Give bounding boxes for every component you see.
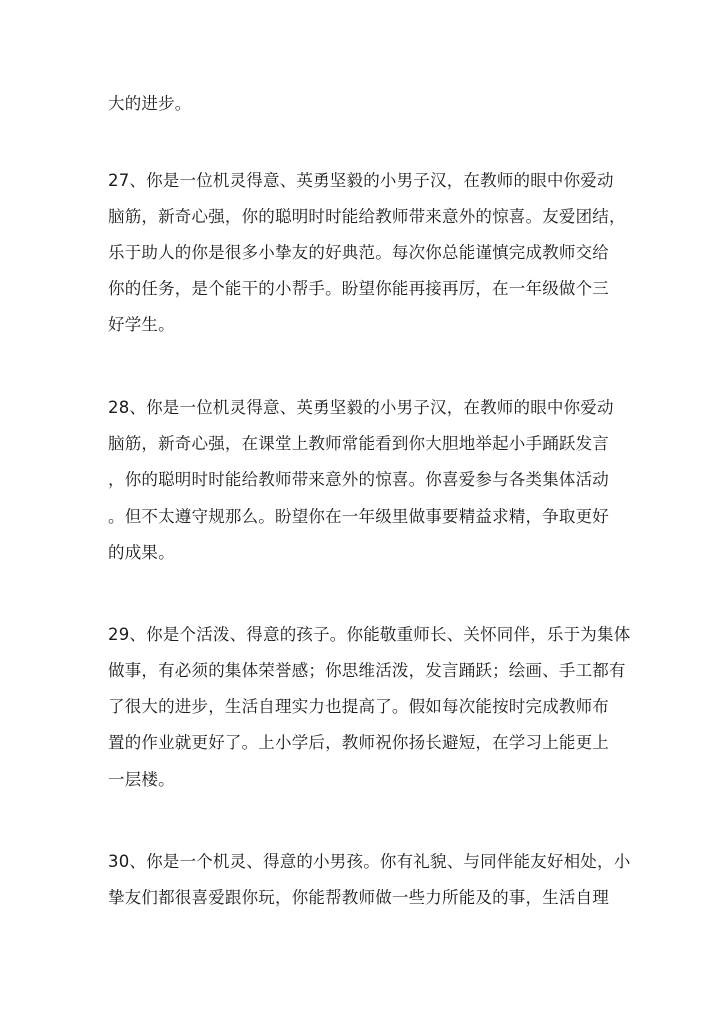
text-line: 挚友们都很喜爱跟你玩，你能帮教师做一些力所能及的事，生活自理 — [108, 888, 609, 907]
text-line: 脑筋，新奇心强，你的聪明时时能给教师带来意外的惊喜。友爱团结， — [108, 207, 626, 226]
text-line: 大的进步。 — [108, 94, 192, 113]
text-line: 置的作业就更好了。上小学后，教师祝你扬长避短，在学习上能更上 — [108, 733, 609, 752]
text-line: ，你的聪明时时能给教师带来意外的惊喜。你喜爱参与各类集体活动 — [108, 470, 609, 489]
text-line: 29、你是个活泼、得意的孩子。你能敬重师长、关怀同伴，乐于为集体 — [108, 625, 631, 644]
text-line: 做事，有必须的集体荣誉感；你思维活泼，发言踊跃；绘画、手工都有 — [108, 661, 626, 680]
text-line: 。但不太遵守规那么。盼望你在一年级里做事要精益求精，争取更好 — [108, 507, 609, 526]
text-line: 一层楼。 — [108, 770, 175, 789]
text-line: 好学生。 — [108, 315, 175, 334]
text-line: 乐于助人的你是很多小挚友的好典范。每次你总能谨慎完成教师交给 — [108, 243, 609, 262]
text-line: 的成果。 — [108, 543, 175, 562]
text-line: 30、你是一个机灵、得意的小男孩。你有礼貌、与同伴能友好相处，小 — [108, 852, 631, 871]
text-line: 你的任务，是个能干的小帮手。盼望你能再接再厉，在一年级做个三 — [108, 279, 609, 298]
text-line: 28、你是一位机灵得意、英勇坚毅的小男子汉，在教师的眼中你爱动 — [108, 398, 614, 417]
text-line: 脑筋，新奇心强，在课堂上教师常能看到你大胆地举起小手踊跃发言 — [108, 434, 609, 453]
text-line: 27、你是一位机灵得意、英勇坚毅的小男子汉，在教师的眼中你爱动 — [108, 171, 614, 190]
text-line: 了很大的进步，生活自理实力也提高了。假如每次能按时完成教师布 — [108, 697, 609, 716]
